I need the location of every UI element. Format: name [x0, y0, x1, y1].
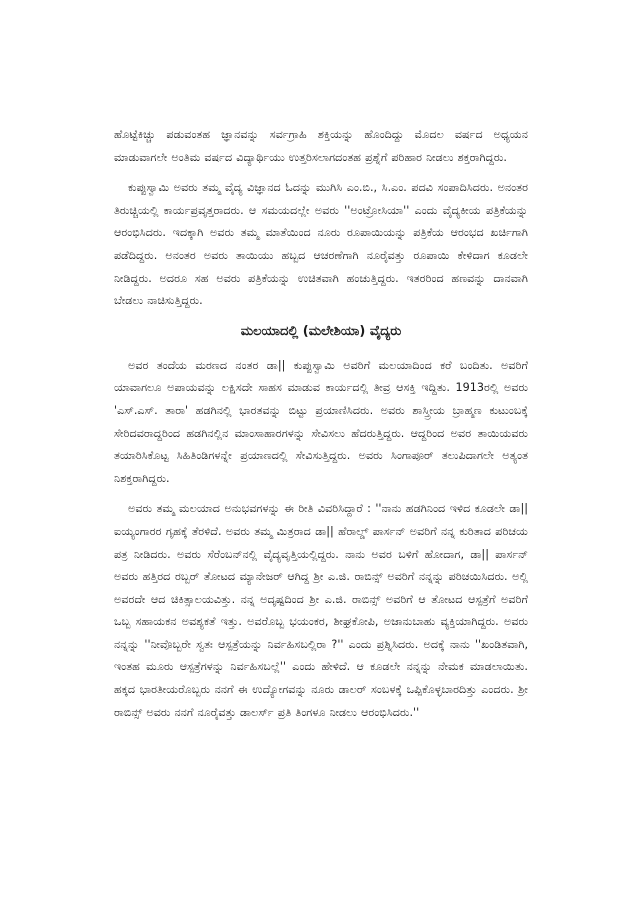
paragraph-3: ಅವರ ತಂದೆಯ ಮರಣದ ನಂತರ ಡಾ|| ಕುಪ್ಪುಸ್ವಾಮಿ ಅವರಿಗೆ ಮಲಯಾದಿಂದ ಕರೆ ಬಂದಿತು. ಅವರಿಗೆ ಯಾವಾಗಲೂ ಅಪಾಯವನ್ನು ಲಕ್ಷಿಸದೇ ಸಾಹಸ ಮಾಡುವ ಕಾರ್ಯದಲ್ಲಿ ತೀವ್ರ ಆಸಕ್ತಿ ಇದ್ದಿತು. 1913ರಲ್ಲಿ ಅವರು 'ಎಸ್.ಎಸ್. ತಾರಾ' ಹಡಗಿನಲ್ಲಿ ಭಾರತವನ್ನು ಬಿಟ್ಟು ಪ್ರಯಾಣಿಸಿದರು. ಅವರು ಶಾಸ್ತ್ರೀಯ ಬ್ರಾಹ್ಮಣ ಕುಟುಂಬಕ್ಕೆ ಸೇರಿದವರಾದ್ದರಿಂದ ಹಡಗಿನಲ್ಲಿನ ಮಾಂಸಾಹಾರಗಳನ್ನು ಸೇವಿಸಲು ಹೆದರುತ್ತಿದ್ದರು. ಆದ್ದರಿಂದ ಅವರ ತಾಯಿಯವರು ತಯಾರಿಸಿಕೊಟ್ಟ ಸಿಹಿತಿಂಡಿಗಳನ್ನೇ ಪ್ರಯಾಣದಲ್ಲಿ ಸೇವಿಸುತ್ತಿದ್ದರು. ಅವರು ಸಿಂಗಾಪೂರ್ ತಲುಪಿದಾಗಲೇ ಅತ್ಯಂತ ನಿಶಕ್ತರಾಗಿದ್ದರು.: [114, 358, 528, 485]
paragraph-1: ಹೊಟ್ಟೆಕಿಚ್ಚು ಪಡುವಂತಹ ಜ್ಞಾನವನ್ನು ಸರ್ವಗ್ರಾಹಿ ಶಕ್ತಿಯನ್ನು ಹೊಂದಿದ್ದು ಮೊದಲ ವರ್ಷದ ಅಧ್ಯಯನ ಮಾಡುವಾಗಲೇ ಅಂತಿಮ ವರ್ಷದ ವಿದ್ಯಾರ್ಥಿಯು ಉತ್ತರಿಸಲಾಗದಂತಹ ಪ್ರಶ್ನೆಗೆ ಪರಿಹಾರ ನೀಡಲು ಶಕ್ತರಾಗಿದ್ದರು.: [114, 128, 528, 164]
paragraph-4: ಅವರು ತಮ್ಮ ಮಲಯಾದ ಅನುಭವಗಳನ್ನು ಈ ರೀತಿ ವಿವರಿಸಿದ್ದಾರೆ : ''ನಾನು ಹಡಗಿನಿಂದ ಇಳಿದ ಕೂಡಲೇ ಡಾ|| ಐಯ್ಯಂಗಾರರ ಗೃಹಕ್ಕೆ ತೆರಳಿದೆ. ಅವರು ತಮ್ಮ ಮಿತ್ರರಾದ ಡಾ|| ಹೆರಾಲ್ಡ್ ಪಾರ್ಸನ್ ಅವರಿಗೆ ನನ್ನ ಕುರಿತಾದ ಪರಿಚಯ ಪತ್ರ ನೀಡಿದರು. ಅವರು ಸೆರೆಂಬನ್‌ನಲ್ಲಿ ವೈದ್ಯವೃತ್ತಿಯಲ್ಲಿದ್ದರು. ನಾನು ಅವರ ಬಳಿಗೆ ಹೋದಾಗ, ಡಾ|| ಪಾರ್ಸನ್ ಅವರು ಹತ್ತಿರದ ರಬ್ಬರ್ ತೋಟದ ಮ್ಯಾನೇಜರ್ ಆಗಿದ್ದ ಶ್ರೀ ಎ.ಜಿ. ರಾಬಿನ್ಸ್ ಅವರಿಗೆ ನನ್ನನ್ನು ಪರಿಚಯಿಸಿದರು. ಅಲ್ಲಿ ಅವರದೇ ಆದ ಚಿಕಿತ್ಸಾಲಯವಿತ್ತು. ನನ್ನ ಅದೃಷ್ಟದಿಂದ ಶ್ರೀ ಎ.ಜಿ. ರಾಬಿನ್ಸ್ ಅವರಿಗೆ ಆ ತೋಟದ ಆಸ್ಪತ್ರೆಗೆ ಅವರಿಗೆ ಒಬ್ಬ ಸಹಾಯಕನ ಅವಶ್ಯಕತೆ ಇತ್ತು. ಅವರೊಬ್ಬ ಭಯಂಕರ, ಶೀಘ್ರಕೋಪಿ, ಅಜಾನುಬಾಹು ವ್ಯಕ್ತಿಯಾಗಿದ್ದರು. ಅವರು ನನ್ನನ್ನು ''ನೀವೊಬ್ಬರೇ ಸ್ವತಃ ಆಸ್ಪತ್ರೆಯನ್ನು ನಿರ್ವಹಿಸಬಲ್ಲಿರಾ ?'' ಎಂದು ಪ್ರಶ್ನಿಸಿದರು. ಅದಕ್ಕೆ ನಾನು ''ಖಂಡಿತವಾಗಿ, ಇಂತಹ ಮೂರು ಆಸ್ಪತ್ರೆಗಳನ್ನು ನಿರ್ವಹಿಸಬಲ್ಲೆ'' ಎಂದು ಹೇಳಿದೆ. ಆ ಕೂಡಲೇ ನನ್ನನ್ನು ನೇಮಕ ಮಾಡಲಾಯಿತು. ಹಕ್ಕದ ಭಾರತೀಯರೊಬ್ಬರು ನನಗೆ ಈ ಉದ್ಯೋಗವನ್ನು ನೂರು ಡಾಲರ್ ಸಂಬಳಕ್ಕೆ ಒಪ್ಪಿಕೊಳ್ಳಬಾರದಿತ್ತು ಎಂದರು. ಶ್ರೀ ರಾಬಿನ್ಸ್ ಅವರು ನನಗೆ ನೂರೈವತ್ತು ಡಾಲರ್ಸ್ ಪ್ರತಿ ತಿಂಗಳೂ ನೀಡಲು ಆರಂಭಿಸಿದರು.'': [114, 502, 528, 719]
document-page: [114, 124, 528, 732]
section-heading: ಮಲಯಾದಲ್ಲಿ (ಮಲೇಶಿಯಾ) ವೈದ್ಯರು: [240, 323, 402, 339]
paragraph-2: ಕುಪ್ಪುಸ್ವಾಮಿ ಅವರು ತಮ್ಮ ವೈದ್ಯ ವಿಜ್ಞಾನದ ಓದನ್ನು ಮುಗಿಸಿ ಎಂ.ಬಿ., ಸಿ.ಎಂ. ಪದವಿ ಸಂಪಾದಿಸಿದರು. ಅನಂತರ ತಿರುಚ್ಚಿಯಲ್ಲಿ ಕಾರ್ಯಪ್ರವೃತ್ತರಾದರು. ಆ ಸಮಯದಲ್ಲೇ ಅವರು ''ಅಂಟ್ರೋಸಿಯಾ'' ಎಂದು ವೈದ್ಯಕೀಯ ಪತ್ರಿಕೆಯನ್ನು ಆರಂಭಿಸಿದರು. ಇದಕ್ಕಾಗಿ ಅವರು ತಮ್ಮ ಮಾತೆಯಿಂದ ನೂರು ರೂಪಾಯಿಯನ್ನು ಪತ್ರಿಕೆಯ ಆರಂಭದ ಖರ್ಚಿಗಾಗಿ ಪಡೆದಿದ್ದರು. ಅನಂತರ ಅವರು ತಾಯಿಯು ಹಬ್ಬದ ಆಚರಣೆಗಾಗಿ ನೂರೈವತ್ತು ರೂಪಾಯಿ ಕೇಳಿದಾಗ ಕೂಡಲೇ ನೀಡಿದ್ದರು. ಅದರೂ ಸಹ ಅವರು ಪತ್ರಿಕೆಯನ್ನು ಉಚಿತವಾಗಿ ಹಂಚುತ್ತಿದ್ದರು. ಇತರರಿಂದ ಹಣವನ್ನು ದಾನವಾಗಿ ಬೇಡಲು ನಾಚಿಸುತ್ತಿದ್ದರು.: [114, 181, 528, 308]
